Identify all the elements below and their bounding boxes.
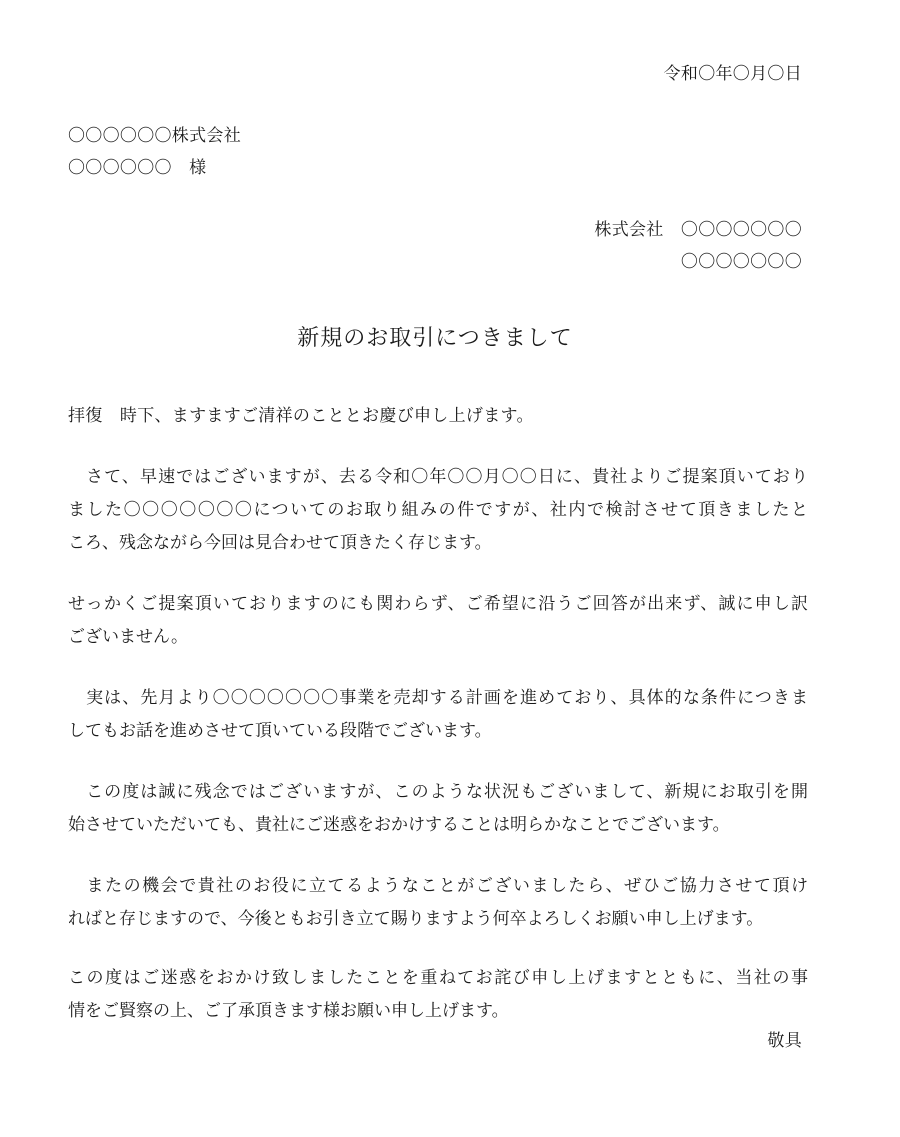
- recipient-company: 〇〇〇〇〇〇株式会社: [68, 126, 241, 146]
- paragraph-6-line-2: 情をご賢察の上、ご了承頂きます様お願い申し上げます。: [68, 1001, 509, 1021]
- recipient-name: 〇〇〇〇〇〇 様: [68, 158, 207, 178]
- sender-name: 〇〇〇〇〇〇〇: [680, 252, 802, 272]
- paragraph-2-line-2: ございません。: [68, 627, 189, 647]
- paragraph-4-line-1: この度は誠に残念ではございますが、このような状況もございまして、新規にお取引を開: [68, 782, 808, 802]
- paragraph-4-line-2: 始させていただいても、貴社にご迷惑をおかけすることは明らかなことでございます。: [68, 815, 730, 835]
- paragraph-5-line-2: ればと存じますので、今後ともお引き立て賜りますよう何卒よろしくお願い申し上げます。: [68, 909, 764, 929]
- closing-keigu: 敬具: [767, 1031, 802, 1051]
- greeting-line: 拝復 時下、ますますご清祥のこととお慶び申し上げます。: [68, 406, 534, 426]
- sender-company: 株式会社 〇〇〇〇〇〇〇: [594, 220, 802, 240]
- letter-date: 令和〇年〇月〇日: [663, 64, 802, 84]
- paragraph-1-line-3: ころ、残念ながら今回は見合わせて頂きたく存じます。: [68, 533, 492, 553]
- paragraph-6-line-1: この度はご迷惑をおかけ致しましたことを重ねてお詫び申し上げますとともに、当社の事: [68, 968, 808, 988]
- paragraph-3-line-2: してもお話を進めさせて頂いている段階でございます。: [68, 721, 492, 741]
- paragraph-1-line-1: さて、早速ではございますが、去る令和〇年〇〇月〇〇日に、貴社よりご提案頂いており: [68, 467, 808, 487]
- letter-title: 新規のお取引につきまして: [297, 326, 573, 351]
- paragraph-1-line-2: ました〇〇〇〇〇〇〇についてのお取り組みの件ですが、社内で検討させて頂きましたと: [68, 500, 808, 520]
- paragraph-2-line-1: せっかくご提案頂いておりますのにも関わらず、ご希望に沿うご回答が出来ず、誠に申し訳: [68, 594, 808, 614]
- paragraph-5-line-1: またの機会で貴社のお役に立てるようなことがございましたら、ぜひご協力させて頂け: [68, 876, 808, 896]
- paragraph-3-line-1: 実は、先月より〇〇〇〇〇〇〇事業を売却する計画を進めており、具体的な条件につきま: [68, 688, 808, 708]
